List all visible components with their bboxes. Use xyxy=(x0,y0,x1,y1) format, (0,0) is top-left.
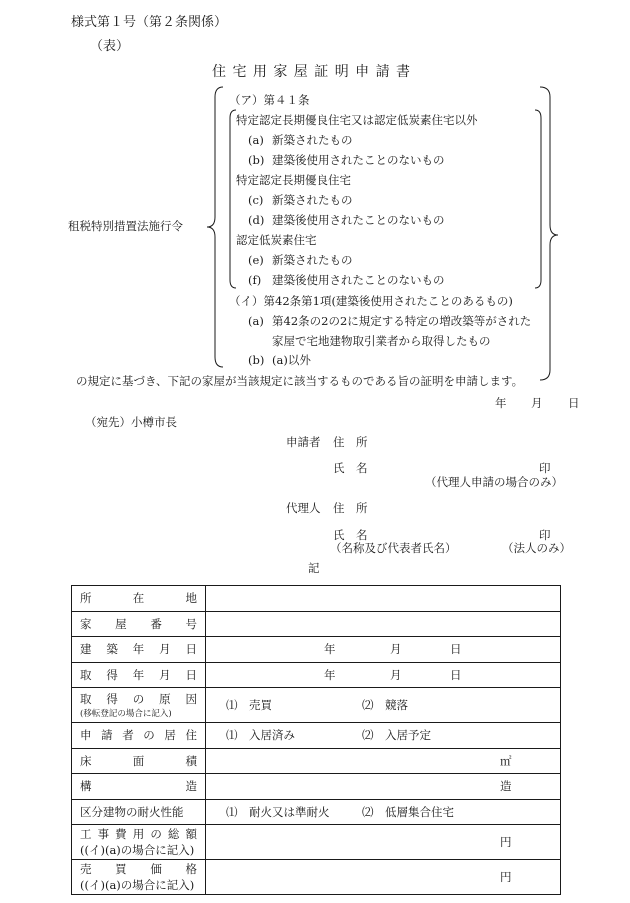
structure-unit: 造 xyxy=(500,779,512,794)
location-label: 所 在 地 xyxy=(80,591,197,606)
row-house-no xyxy=(72,611,561,637)
agent-address-label: 住 所 xyxy=(333,501,368,515)
cause-value xyxy=(206,688,561,723)
item-c-text: 新築されたもの xyxy=(272,193,353,207)
acquired-day: 日 xyxy=(450,667,462,682)
structure-label: 構 造 xyxy=(80,779,197,794)
section-a-title: （ア）第４１条 xyxy=(229,93,310,107)
applicant-name-label: 氏 名 xyxy=(333,461,368,475)
row-price xyxy=(72,860,561,895)
fire-opt-low-rise[interactable]: ⑵ 低層集合住宅 xyxy=(362,804,454,819)
acquired-label: 取 得 年 月 日 xyxy=(80,667,197,682)
location-value[interactable] xyxy=(206,586,561,612)
built-year: 年 xyxy=(324,642,336,657)
acquired-month: 月 xyxy=(390,667,402,682)
row-acquired xyxy=(72,662,561,688)
row-cost xyxy=(72,825,561,860)
acquired-value[interactable] xyxy=(206,662,561,688)
item-e-text: 新築されたもの xyxy=(272,253,353,267)
row-location xyxy=(72,586,561,612)
cost-label: 工 事 費 用 の 総 額 xyxy=(80,827,197,841)
row-residence xyxy=(72,723,561,749)
price-value[interactable] xyxy=(206,860,561,895)
date-month: 月 xyxy=(531,396,543,410)
cost-note: ((イ)(a)の場合に記入) xyxy=(80,843,195,857)
law-name: 租税特別措置法施行令 xyxy=(68,219,183,233)
fire-value xyxy=(206,799,561,825)
statement-text: の規定に基づき、下記の家屋が当該規定に該当するものである旨の証明を申請します。 xyxy=(76,374,524,388)
section-i-a-line1: 第42条の2の2に規定する特定の増改築等がされた xyxy=(272,314,532,328)
section-i-b-text: (a)以外 xyxy=(272,353,311,367)
applicant-role: 申請者 xyxy=(286,435,321,449)
property-table xyxy=(71,585,561,895)
date-year: 年 xyxy=(495,396,507,410)
inner-left-bracket xyxy=(226,108,238,290)
cause-opt-auction[interactable]: ⑵ 競落 xyxy=(362,698,408,712)
price-unit: 円 xyxy=(500,870,512,884)
house-no-value[interactable] xyxy=(206,611,561,637)
group-2-title: 特定認定長期優良住宅 xyxy=(236,173,351,187)
group-1-title: 特定認定長期優良住宅又は認定低炭素住宅以外 xyxy=(236,113,478,127)
fire-opt-fireproof[interactable]: ⑴ 耐火又は準耐火 xyxy=(226,804,330,819)
cause-opt-buy[interactable]: ⑴ 売買 xyxy=(226,698,272,712)
row-cause xyxy=(72,688,561,723)
res-opt-moved-in[interactable]: ⑴ 入居済み xyxy=(226,728,295,743)
price-label: 売 買 価 格 xyxy=(80,862,197,876)
house-no-label: 家 屋 番 号 xyxy=(80,616,197,631)
residence-label: 申 請 者 の 居 住 xyxy=(80,728,197,743)
built-month: 月 xyxy=(390,642,402,657)
section-i-a-line2: 家屋で宅地建物取引業者から取得したもの xyxy=(272,334,491,348)
cost-value[interactable] xyxy=(206,825,561,860)
built-label: 建 築 年 月 日 xyxy=(80,642,197,657)
item-f-mark: (f) xyxy=(248,273,262,287)
res-opt-planned[interactable]: ⑵ 入居予定 xyxy=(362,728,431,743)
outer-right-brace xyxy=(538,85,562,385)
row-structure xyxy=(72,774,561,800)
page-title: 住 宅 用 家 屋 証 明 申 請 書 xyxy=(212,64,412,80)
applicant-seal: 印 xyxy=(539,461,551,475)
item-d-text: 建築後使用されたことのないもの xyxy=(272,213,445,227)
section-i-title: （イ）第42条第1項(建築後使用されたことのあるもの) xyxy=(229,294,513,308)
row-floor xyxy=(72,748,561,774)
agent-name-label: 氏 名 xyxy=(333,528,368,542)
row-built xyxy=(72,637,561,663)
row-fire xyxy=(72,799,561,825)
form-number: 様式第１号（第２条関係） xyxy=(71,15,228,30)
floor-unit: ㎡ xyxy=(500,753,512,768)
section-i-b-mark: (b) xyxy=(248,353,265,367)
date-day: 日 xyxy=(568,396,580,410)
applicant-note: （代理人申請の場合のみ） xyxy=(425,475,563,489)
item-d-mark: (d) xyxy=(248,213,265,227)
agent-role: 代理人 xyxy=(286,501,321,515)
item-c-mark: (c) xyxy=(248,193,264,207)
ki-label: 記 xyxy=(308,561,320,575)
agent-note: （法人のみ） xyxy=(502,541,571,555)
agent-seal: 印 xyxy=(539,528,551,542)
item-b-text: 建築後使用されたことのないもの xyxy=(272,153,445,167)
agent-name-note: （名称及び代表者氏名） xyxy=(330,541,457,555)
cost-unit: 円 xyxy=(500,835,512,849)
item-f-text: 建築後使用されたことのないもの xyxy=(272,273,445,287)
item-e-mark: (e) xyxy=(248,253,264,267)
fire-label: 区分建物の耐火性能 xyxy=(80,804,184,819)
floor-label: 床 面 積 xyxy=(80,753,197,768)
page-side: （表） xyxy=(90,39,130,54)
cause-label: 取 得 の 原 因 xyxy=(80,692,197,706)
item-b-mark: (b) xyxy=(248,153,265,167)
section-i-a-mark: (a) xyxy=(248,314,264,328)
built-value[interactable] xyxy=(206,637,561,663)
item-a-mark: (a) xyxy=(248,133,264,147)
price-note: ((イ)(a)の場合に記入) xyxy=(80,878,195,892)
floor-value[interactable] xyxy=(206,748,561,774)
structure-value[interactable] xyxy=(206,774,561,800)
cause-note: (移転登記の場合に記入) xyxy=(80,709,172,719)
acquired-year: 年 xyxy=(324,667,336,682)
applicant-address-label: 住 所 xyxy=(333,435,368,449)
built-day: 日 xyxy=(450,642,462,657)
residence-value xyxy=(206,723,561,749)
outer-left-brace xyxy=(205,85,225,370)
group-3-title: 認定低炭素住宅 xyxy=(236,233,317,247)
item-a-text: 新築されたもの xyxy=(272,133,353,147)
addressee: （宛先）小樽市長 xyxy=(85,415,177,429)
